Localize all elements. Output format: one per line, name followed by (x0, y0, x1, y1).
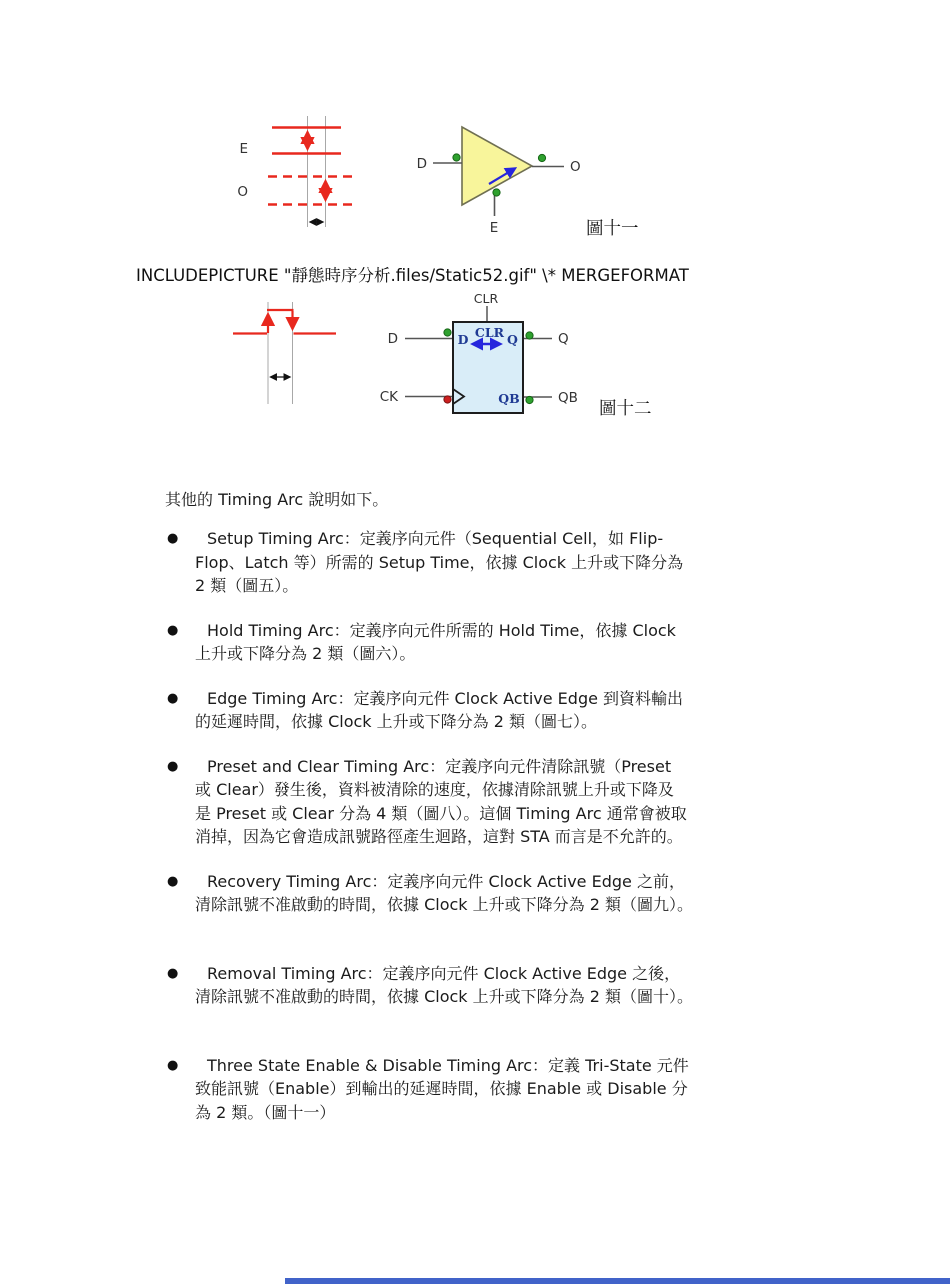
figure12-graphic (228, 286, 668, 424)
bullet-text-line: 的延遲時間，依據 Clock 上升或下降分為 2 類（圖七）。 (195, 712, 597, 731)
bullet-text-line: 致能訊號（Enable）到輸出的延遲時間，依據 Enable 或 Disable 分 (195, 1079, 688, 1098)
qb-internal-label: QB (498, 391, 520, 406)
bullet-text-line: 為 2 類。（圖十一） (195, 1102, 336, 1122)
bullet-marker: ● (167, 873, 179, 889)
figure11-caption: 圖十一 (586, 219, 639, 239)
bullet-text-line: 消掉，因為它會造成訊號路徑產生迴路，這對 STA 而言是不允許的。 (195, 827, 683, 846)
bullet-text-line: 2 類（圖五）。 (195, 576, 299, 595)
bullet-text (195, 527, 683, 598)
bullet-item (167, 1054, 827, 1125)
bullet-marker: ● (167, 531, 179, 546)
includepicture-field-code: INCLUDEPICTURE "靜態時序分析.files/Static52.gif" \* MERGEFORMAT (136, 266, 689, 285)
figure12-caption: 圖十二 (599, 399, 652, 419)
bullet-item (167, 870, 827, 917)
flipflop-symbol (380, 291, 578, 413)
bullet-text (195, 619, 676, 666)
bullet-text-line: 上升或下降分為 2 類（圖六）。 (195, 644, 416, 663)
intro-sentence: 其他的 Timing Arc 說明如下。 (165, 490, 389, 509)
bullet-text-line: Hold Timing Arc：定義序向元件所需的 Hold Time，依據 Clock (207, 620, 676, 640)
bullet-marker: ● (167, 622, 179, 638)
figure11-graphic (228, 103, 668, 245)
q-external-label: Q (558, 331, 569, 347)
buffer-d-label: D (416, 156, 427, 172)
waveform-o-label: O (237, 184, 248, 200)
tristate-buffer-symbol (417, 127, 581, 236)
bullet-text-line: Removal Timing Arc：定義序向元件 Clock Active Edge 之後， (207, 963, 681, 983)
qb-pin-dot (526, 396, 533, 403)
bullet-text-line: 清除訊號不准啟動的時間，依據 Clock 上升或下降分為 2 類（圖十）。 (195, 987, 693, 1006)
ck-external-label: CK (379, 389, 398, 405)
enable-pin-dot (493, 189, 500, 196)
qb-external-label: QB (558, 390, 578, 406)
bullet-text (195, 755, 687, 849)
ck-pin-dot (444, 396, 451, 403)
enable-output-waveform (237, 116, 352, 227)
bullet-item (167, 755, 827, 849)
clr-top-label: CLR (473, 291, 499, 306)
bullet-text-line: Flop、Latch 等）所需的 Setup Time，依據 Clock 上升或下降分為 (195, 552, 684, 572)
buffer-e-label: E (489, 220, 499, 236)
bullet-item (167, 619, 827, 666)
q-pin-dot (526, 332, 533, 339)
bullet-text (195, 1054, 689, 1125)
bullet-text-line: 清除訊號不准啟動的時間，依據 Clock 上升或下降分為 2 類（圖九）。 (195, 895, 693, 914)
bullet-text (195, 962, 693, 1009)
bullet-marker: ● (167, 690, 179, 706)
bullet-text (195, 687, 683, 734)
bullet-text (195, 870, 693, 917)
bullet-marker: ● (167, 1057, 179, 1073)
input-pin-dot (453, 154, 460, 161)
bullet-text-line: Preset and Clear Timing Arc：定義序向元件清除訊號（Preset (207, 756, 672, 776)
d-pin-dot (444, 329, 451, 336)
bullet-text-line: Recovery Timing Arc：定義序向元件 Clock Active Edge 之前， (207, 871, 685, 891)
bullet-marker: ● (167, 965, 179, 981)
bullet-item (167, 962, 827, 1009)
buffer-o-label: O (570, 159, 581, 175)
bullet-text-line: 或 Clear）發生後，資料被清除的速度，依據清除訊號上升或下降及 (195, 780, 674, 799)
d-internal-label: D (457, 332, 469, 347)
bottom-partial-blue-bar (285, 1278, 950, 1284)
d-external-label: D (387, 331, 398, 347)
bullet-marker: ● (167, 758, 179, 774)
waveform-e-label: E (239, 141, 248, 157)
bullet-item (167, 527, 827, 598)
bullet-text-line: Edge Timing Arc：定義序向元件 Clock Active Edge 到資料輸出 (207, 688, 684, 708)
bullet-item (167, 687, 827, 734)
bullet-text-line: Setup Timing Arc：定義序向元件（Sequential Cell，如 Flip- (207, 529, 664, 548)
clear-pulse-waveform (233, 302, 336, 404)
bullet-text-line: Three State Enable & Disable Timing Arc：定義 Tri-State 元件 (207, 1055, 689, 1075)
q-internal-label: Q (507, 332, 518, 347)
bullet-list (167, 527, 827, 1145)
output-pin-dot (538, 154, 545, 161)
bullet-text-line: 是 Preset 或 Clear 分為 4 類（圖八）。這個 Timing Arc 通常會被取 (195, 803, 687, 823)
clr-internal-label: CLR (474, 325, 505, 340)
